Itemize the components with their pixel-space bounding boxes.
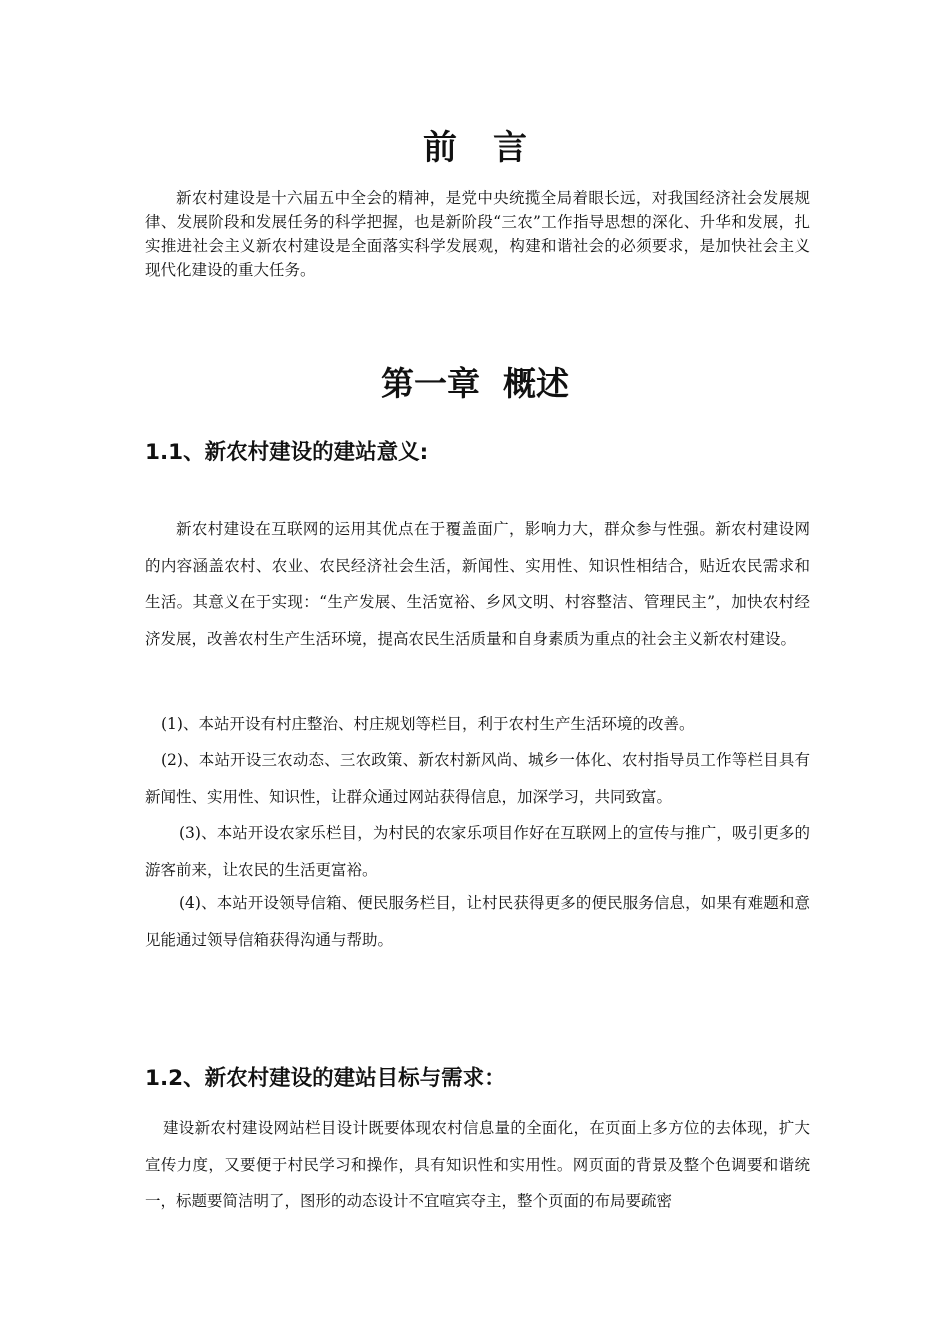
section-1-1-item-3: (3)、本站开设农家乐栏目，为村民的农家乐项目作好在互联网上的宣传与推广，吸引更多的游客前来，让农民的生活更富裕。 (145, 824, 810, 879)
section-heading-1-2: 1.2、新农村建设的建站目标与需求： (145, 1066, 506, 1091)
section-heading-1-1: 1.1、新农村建设的建站意义: (145, 440, 429, 465)
section-1-1-item-4: (4)、本站开设领导信箱、便民服务栏目，让村民获得更多的便民服务信息，如果有难题和意见能通过领导信箱获得沟通与帮助。 (145, 894, 810, 949)
section-1-1-item-1: (1)、本站开设有村庄整治、村庄规划等栏目，利于农村生产生活环境的改善。 (161, 715, 695, 733)
preface-title: 前言 (423, 128, 563, 168)
section-1-1-intro: 新农村建设在互联网的运用其优点在于覆盖面广，影响力大，群众参与性强。新农村建设网的内容涵盖农村、农业、农民经济社会生活，新闻性、实用性、知识性相结合，贴近农民需求和生活。其意义在于实现：“生产发展、生活宽裕、乡风文明、村容整洁、管理民主”，加快农村经济发展，改善农村生产生活环境，提高农民生活质量和自身素质为重点的社会主义新农村建设。 (145, 520, 810, 648)
chapter-title: 第一章 概述 (381, 364, 569, 403)
section-1-2-paragraph: 建设新农村建设网站栏目设计既要体现农村信息量的全面化，在页面上多方位的去体现，扩大宣传力度，又要便于村民学习和操作，具有知识性和实用性。网页面的背景及整个色调要和谐统一，标题要简洁明了，图形的动态设计不宜喧宾夺主，整个页面的布局要疏密 (145, 1119, 810, 1211)
section-1-1-item-2: (2)、本站开设三农动态、三农政策、新农村新风尚、城乡一体化、农村指导员工作等栏目具有新闻性、实用性、知识性，让群众通过网站获得信息，加深学习，共同致富。 (145, 751, 810, 806)
preface-paragraph: 新农村建设是十六届五中全会的精神，是党中央统揽全局着眼长远，对我国经济社会发展规律、发展阶段和发展任务的科学把握，也是新阶段“三农”工作指导思想的深化、升华和发展，扎实推进社会主义新农村建设是全面落实科学发展观，构建和谐社会的必须要求，是加快社会主义现代化建设的重大任务。 (145, 189, 810, 279)
